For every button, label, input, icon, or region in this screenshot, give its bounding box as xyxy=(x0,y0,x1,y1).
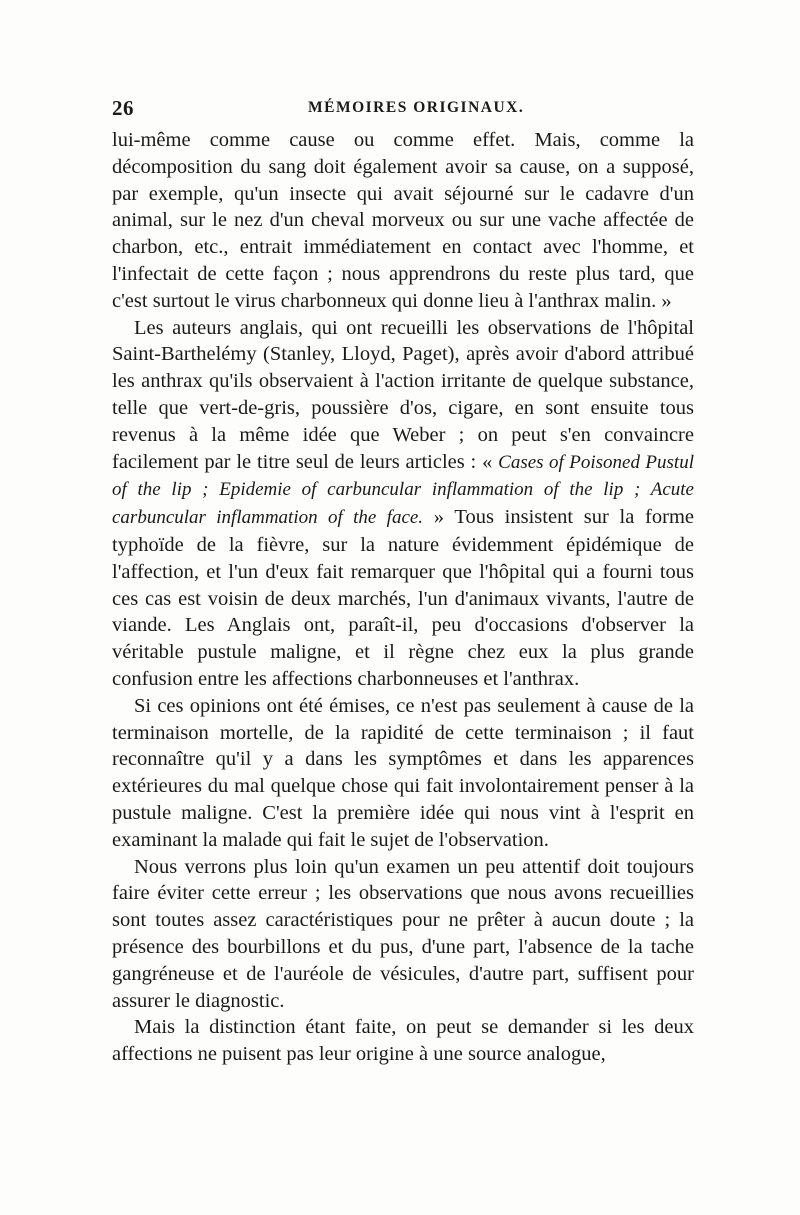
paragraph-3: Si ces opinions ont été émises, ce n'est pas seulement à cause de la terminaison mortelle, de la rapidité de cette terminaison ; il faut reconnaître qu'il y a dans les symptômes et dans les apparences extérieures du mal quelque chose qui fait involontairement penser à la pustule maligne. C'est la première idée qui nous vint à l'esprit en examinant la malade qui fait le sujet de l'observation. xyxy=(112,694,694,851)
paragraph-2-text-after: » Tous insistent sur la forme typhoïde de la fièvre, sur la nature évidemment épidémique de l'affection, et l'un d'eux fait remarquer que l'hôpital qui a fourni tous ces cas est voisin de deux marchés, l'un d'animaux vivants, l'autre de viande. Les Anglais ont, paraît-il, peu d'occasions d'observer la véritable pustule maligne, et il règne chez eux la plus grande confusion entre les affections charbonneuses et l'anthrax. xyxy=(112,506,694,690)
page-header xyxy=(112,96,694,120)
paragraph-1: lui-même comme cause ou comme effet. Mais, comme la décomposition du sang doit également avoir sa cause, on a supposé, par exemple, qu'un insecte qui avait séjourné sur le cadavre d'un animal, sur le nez d'un cheval morveux ou sur une vache affectée de charbon, etc., entrait immédiatement en contact avec l'homme, et l'infectait de cette façon ; nous apprendrons du reste plus tard, que c'est surtout le virus charbonneux qui donne lieu à l'anthrax malin. » xyxy=(112,129,694,312)
paragraph-2 xyxy=(112,315,694,693)
article-titles: Cases of Poisoned Pustul of the lip ; Epidemie of carbuncular inflammation of the lip ; Acute carbuncular inflammation of the face. xyxy=(112,451,694,529)
page-number: 26 xyxy=(112,96,134,120)
body-text xyxy=(112,127,694,1068)
paragraph-5: Mais la distinction étant faite, on peut se demander si les deux affections ne puisent pas leur origine à une source analogue, xyxy=(112,1016,694,1066)
paragraph-4: Nous verrons plus loin qu'un examen un peu attentif doit toujours faire éviter cette erreur ; les observations que nous avons recueillies sont toutes assez caractéristiques pour ne prêter à aucun doute ; la présence des bourbillons et du pus, d'une part, l'absence de la tache gangréneuse et de l'auréole de vésicules, d'autre part, suffisent pour assurer le diagnostic. xyxy=(112,855,694,1012)
paragraph-2-text-before: Les auteurs anglais, qui ont recueilli les observations de l'hôpital Saint-Barthelémy (Stanley, Lloyd, Paget), après avoir d'abord attribué les anthrax qu'ils observaient à l'action irritante de quelque substance, telle que vert-de-gris, poussière d'os, cigare, en sont ensuite tous revenus à la même idée que Weber ; on peut s'en convaincre facilement par le titre seul de leurs articles : « xyxy=(112,316,694,473)
running-head: MÉMOIRES ORIGINAUX. xyxy=(308,99,525,116)
